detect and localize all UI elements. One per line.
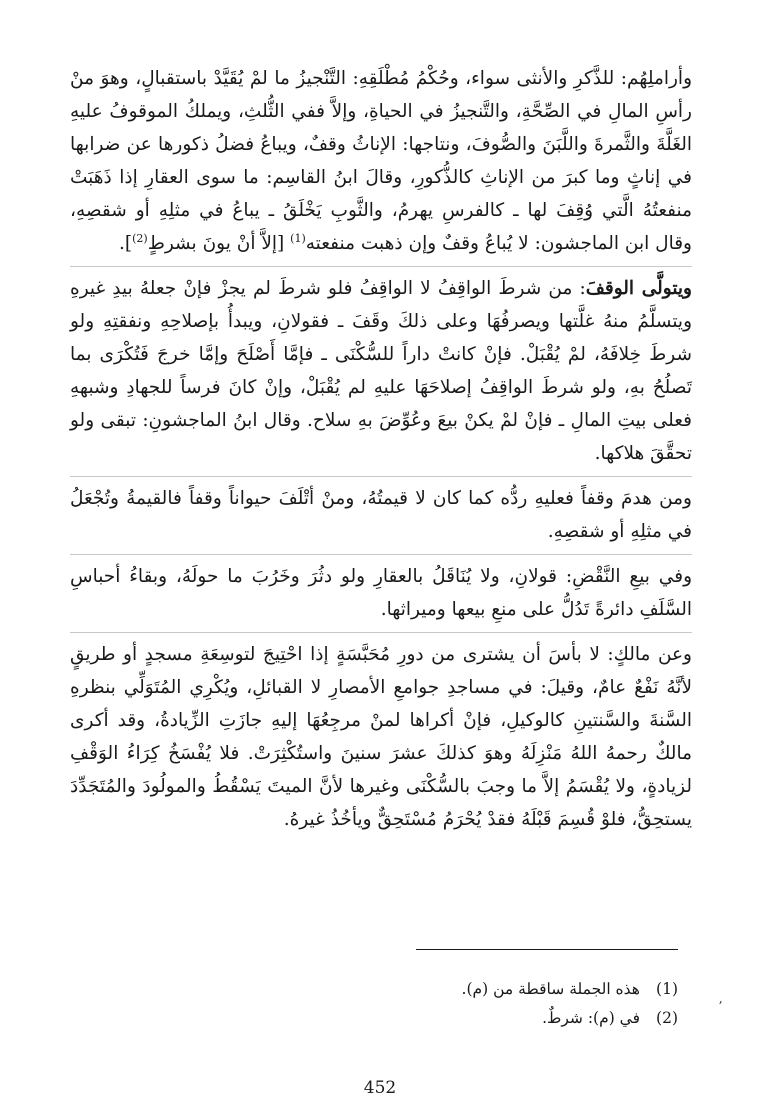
paragraph-1	[70, 62, 692, 260]
paragraph-text: وفي بيعِ النَّقْضِ: قولانِ، ولا يُنَاقَلُ بالعقارِ ولو دثُرَ وخَرُبَ ما حولَهُ، وبقاءُ أحباسِ السَّلَفِ دائرةً تَدُلُّ على منعِ بيعها وميراثها.	[70, 566, 692, 620]
paragraph-tail: [إلاَّ أنْ يونَ بشرطٍ	[147, 233, 291, 254]
page-number: 452	[363, 1078, 397, 1098]
margin-mark: ʼ	[718, 1000, 723, 1015]
footnote-divider	[416, 949, 678, 950]
paragraph-4	[70, 554, 692, 626]
footnote-ref-2[interactable]: (2)	[132, 231, 148, 245]
footnote-2	[462, 1004, 678, 1033]
footnote-number: (2)	[656, 1009, 678, 1027]
footnotes	[462, 975, 678, 1033]
paragraph-5	[70, 632, 692, 836]
footnote-ref-1[interactable]: (1)	[290, 231, 306, 245]
footnote-text: في (م): شرطٌ.	[542, 1009, 640, 1027]
paragraph-heading: ويتولَّى الوقفَ	[585, 278, 692, 299]
footnote-text: هذه الجملة ساقطة من (م).	[461, 980, 640, 998]
paragraph-text: وأراملِهُم: للذَّكرِ والأنثى سواء، وحُكْمُ مُطْلَقِهِ: التَّنْجيزُ ما لمْ يُقَيَّدْ باستقبالٍ، وهوَ منْ رأسِ المالِ في الصِّحَّةِ، والتَّنجيزُ في الحياةِ، وإلاَّ ففي الثُّلثِ، ويملكُ الموقوفُ عليهِ الغَلَّةَ والثَّمرةَ واللَّبَنَ والصُّوفَ، ونتاجها: الإناثُ وقفٌ، ويباعُ فضلُ ذكورها عن ضرابها في إناثٍ وما كبرَ من الإناثِ كالذُّكورِ، وقالَ ابنُ القاسِم: ما سوى العقارِ إذا ذَهَبَتْ منفعتُهُ الَّتي وُقِفَ لها ـ كالفرسِ يهرمُ، والثَّوبِ يَخْلَقُ ـ يباعُ في مثلِهِ أو شقصِهِ، وقال ابن الماجشون: لا يُباعُ وقفٌ وإن ذهبت منفعته	[70, 68, 692, 254]
paragraph-2	[70, 266, 692, 470]
paragraph-3	[70, 476, 692, 548]
paragraph-text: : من شرطَ الواقِفُ لا الواقِفُ فلو شرطَ لم يجزْ فإنْ جعلهُ بيدِ غيرهِ ويتسلَّمُ منهُ غلَّتها ويصرفُهَا وعلى ذلكَ وقَفَ ـ فقولانِ، ويبدأُ بإصلاحِهِ ونفقتِهِ ولو شرطَ خِلافَهُ، لمْ يُقْبَلْ. فإنْ كانتْ داراً للسُّكْنَى ـ فإمَّا أَصْلَحَ وإمَّا خرجَ فَتُكْرَى بما تَصلُحُ بهِ، ولو شرطَ الواقِفُ إصلاحَهَا عليهِ لم يُقْبَلْ، وإنْ كانَ فرساً للجهادِ وشبههِ فعلى بيتِ المالِ ـ فإنْ لمْ يكنْ بيعَ وعُوِّضَ بهِ سلاح. وقال ابنُ الماجشونِ: تبقى ولو تحقَّقَ هلاكها.	[70, 278, 692, 464]
footnote-1	[462, 975, 678, 1004]
paragraph-tail-end: ].	[119, 233, 133, 254]
paragraph-text: ومن هدمَ وقفاً فعليهِ ردُّه كما كان لا قيمتُهُ، ومنْ أتْلَفَ حيواناً وقفاً فالقيمةُ وتُجْعَلُ في مثلِهِ أو شقصِهِ.	[70, 488, 692, 542]
footnote-number: (1)	[656, 980, 678, 998]
main-text	[70, 62, 692, 836]
paragraph-text: وعن مالكٍ: لا بأسَ أن يشترى من دورِ مُحَبَّسَةٍ إذا احْتِيجَ لتوسِعَةِ مسجدٍ أو طريقٍ لأنَّهُ نَفْعٌ عامٌ، وقيلَ: في مساجدِ جوامعِ الأمصارِ لا القبائلِ، ويُكْرِي المُتَوَلِّي بنظرهِ السَّنةَ والسَّنتينِ كالوكيلِ، فإنْ أكراها لمنْ مرجِعُهَا إليهِ جازَتِ الزِّيادةُ، وقد أكرى مالكٌ رحمهُ اللهُ مَنْزِلَهُ وهوَ كذلكَ عشرَ سنينَ واستُكْثِرَتْ. فلا يُفْسَخُ كِرَاءُ الوَقْفِ لزيادةٍ، ولا يُقْسَمُ إلاَّ ما وجبَ بالسُّكْنَى وغيرها لأنَّ الميتَ يَسْقُطُ والمولُودَ والمُتَجَدِّدَ يستحِقُّ، فلوْ قُسِمَ قَبْلَهُ فقدْ يُحْرَمُ مُسْتَحِقٌّ ويأخُذُ غيرهُ.	[70, 644, 692, 830]
